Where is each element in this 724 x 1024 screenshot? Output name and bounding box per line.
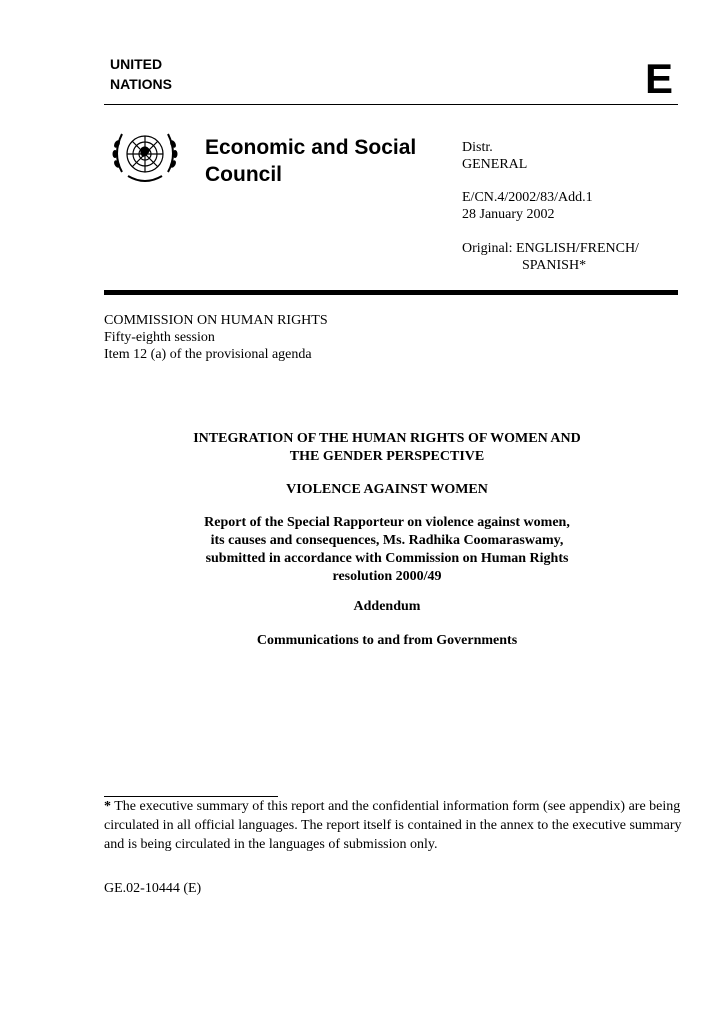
footnote-text: The executive summary of this report and the confidential information form (see appendix) are being circulated in all official languages. The report itself is contained in the annex to the executive summary and is being circulated in the languages of submission only. — [104, 799, 682, 852]
header-thick-rule — [104, 290, 678, 295]
footnote — [104, 797, 684, 854]
header-rule — [104, 104, 678, 105]
communications-heading: Communications to and from Governments — [256, 633, 518, 648]
subtitle: VIOLENCE AGAINST WOMEN — [286, 482, 488, 497]
report-line-2: its causes and consequences, Ms. Radhika Coomaraswamy, — [210, 533, 564, 548]
original-line-1: Original: ENGLISH/FRENCH/ — [462, 241, 639, 256]
report-line-1: Report of the Special Rapporteur on violence against women, — [204, 515, 570, 530]
council-title — [205, 134, 445, 188]
commission-name: COMMISSION ON HUMAN RIGHTS — [104, 313, 328, 328]
document-symbol-block — [462, 189, 593, 223]
distribution — [462, 139, 527, 173]
job-number: GE.02-10444 (E) — [104, 881, 202, 896]
main-title-line-1: INTEGRATION OF THE HUMAN RIGHTS OF WOMEN AND — [193, 431, 581, 446]
org-line-2: NATIONS — [110, 76, 172, 92]
distribution-label: Distr. — [462, 140, 493, 155]
session: Fifty-eighth session — [104, 330, 215, 345]
report-line-3: submitted in accordance with Commission on Human Rights — [205, 551, 569, 566]
agenda-item: Item 12 (a) of the provisional agenda — [104, 347, 312, 362]
council-line-1: Economic and Social — [205, 136, 417, 159]
council-line-2: Council — [205, 163, 282, 186]
original-language — [462, 240, 639, 274]
distribution-value: GENERAL — [462, 157, 528, 172]
main-title-line-2: THE GENDER PERSPECTIVE — [289, 449, 485, 464]
document-date: 28 January 2002 — [462, 207, 555, 222]
organization-name — [110, 54, 172, 94]
language-letter: E — [645, 55, 674, 102]
org-line-1: UNITED — [110, 56, 163, 72]
commission-block — [104, 312, 328, 363]
report-line-4: resolution 2000/49 — [332, 569, 442, 584]
addendum-heading: Addendum — [353, 599, 421, 614]
main-title — [150, 430, 624, 466]
document-symbol: E/CN.4/2002/83/Add.1 — [462, 190, 593, 205]
footnote-marker: * — [104, 799, 111, 814]
original-line-2: SPANISH* — [522, 258, 587, 273]
report-description — [150, 514, 624, 586]
un-emblem-icon — [108, 124, 182, 190]
